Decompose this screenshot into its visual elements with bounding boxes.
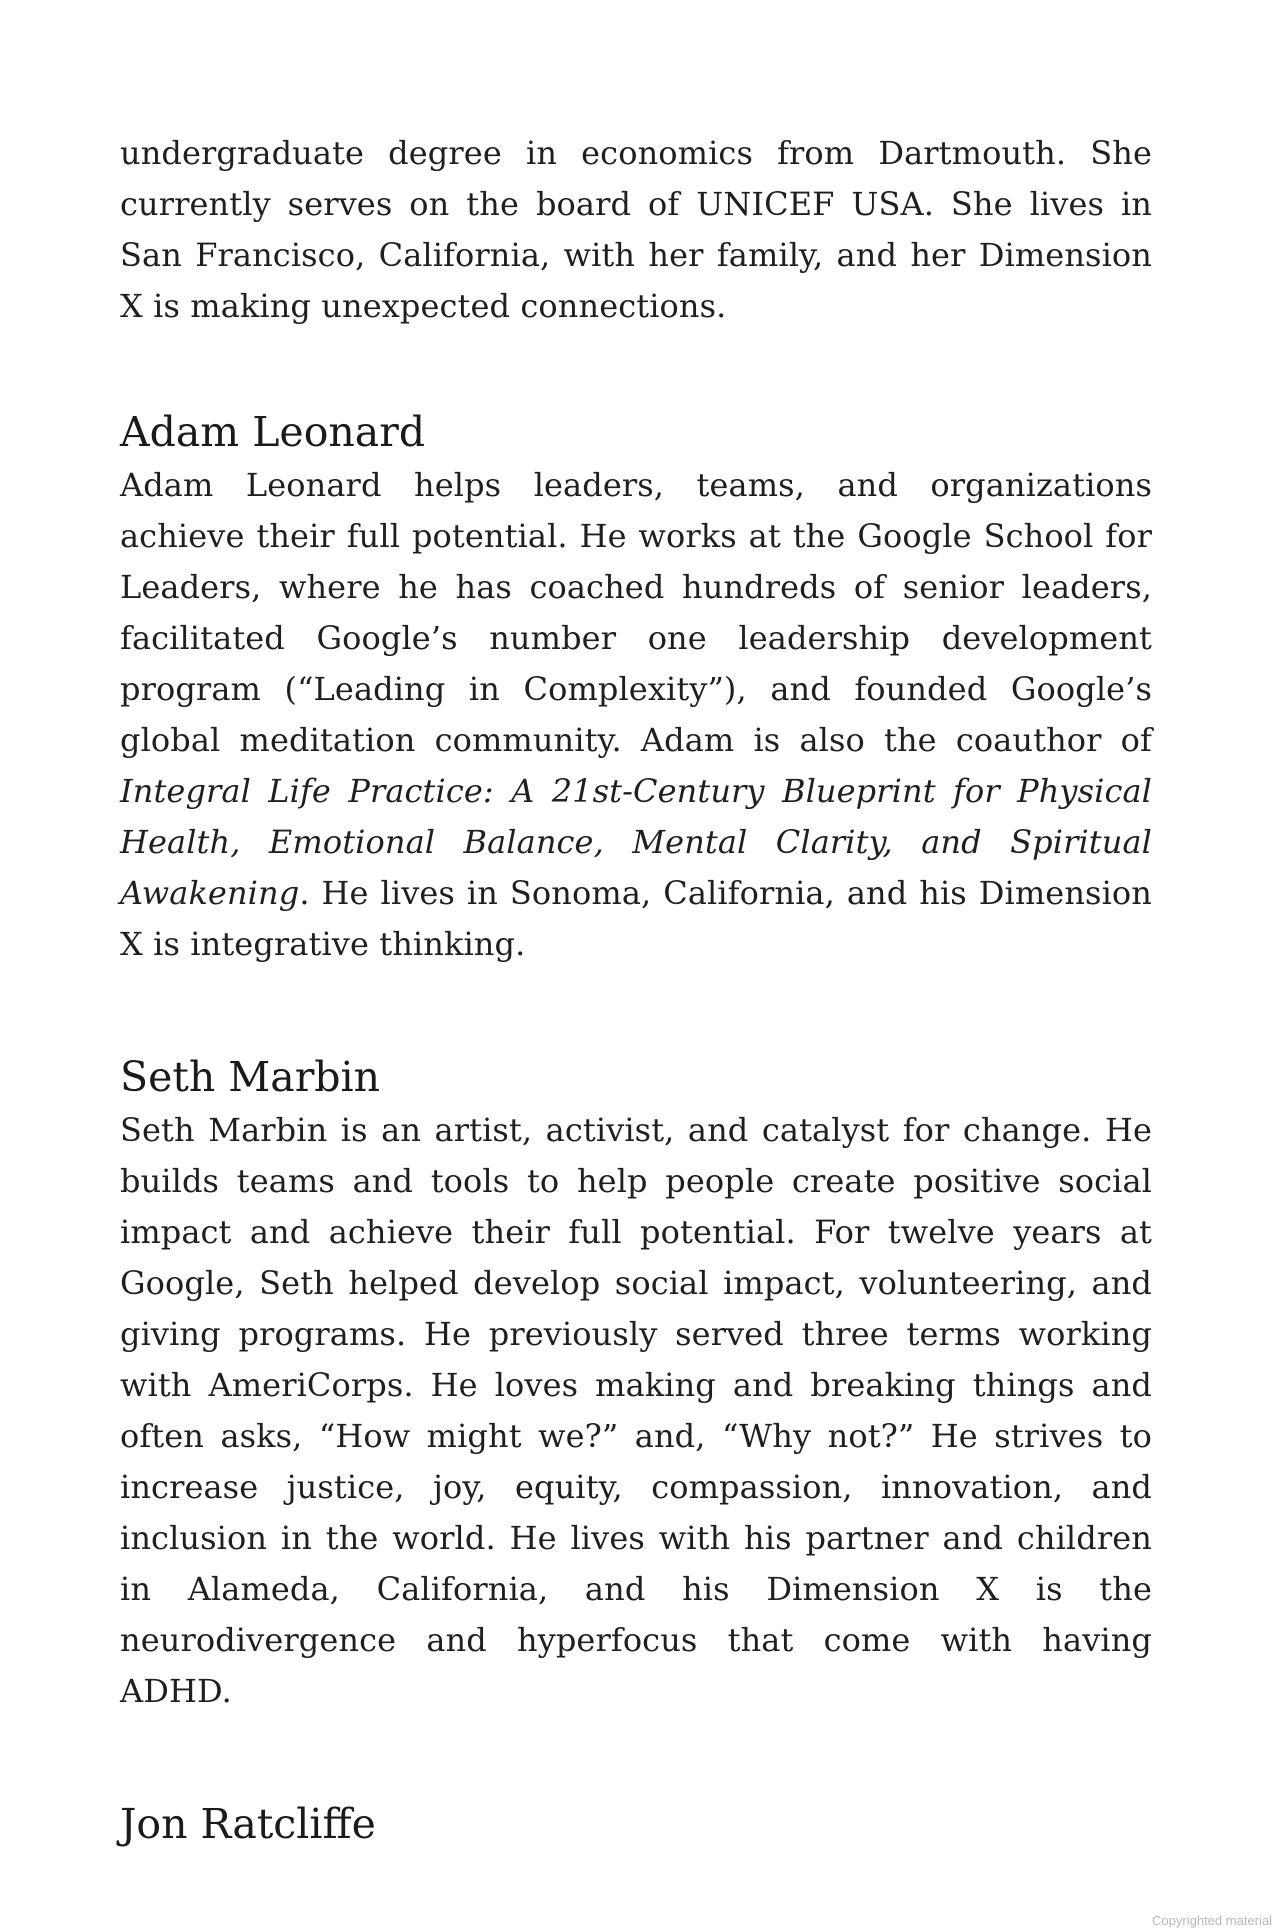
book-title: Integral Life Practice: A 21st-Century Blueprint for Physical Health, Emotional Balance, Mental Clarity, and Spiritual Awakening: [120, 772, 1152, 912]
bio-adam-leonard: [120, 404, 1152, 970]
bio-name: Jon Ratcliffe: [120, 1800, 376, 1848]
bio-jon-ratcliffe: [120, 1796, 1152, 1852]
bio-text: [120, 460, 1152, 970]
intro-paragraph: undergraduate degree in economics from Dartmouth. She currently serves on the board of UNICEF USA. She lives in San Francisco, California, with her family, and her Dimension X is making unexpected connections.: [120, 134, 1152, 325]
bio-seth-marbin: [120, 1049, 1152, 1717]
bio-text: Seth Marbin is an artist, activist, and catalyst for change. He builds teams and tools to help people create positive social impact and achieve their full potential. For twelve years at Google, Seth helped develop social impact, volunteering, and giving programs. He previously served three terms working with AmeriCorps. He loves making and breaking things and often asks, “How might we?” and, “Why not?” He strives to increase justice, joy, equity, compassion, innovation, and inclusion in the world. He lives with his partner and children in Alameda, California, and his Dimension X is the neurodivergence and hyperfocus that come with having ADHD.: [120, 1111, 1152, 1710]
copyright-watermark: Copyrighted material: [1152, 1913, 1272, 1928]
bio-name: Adam Leonard: [120, 408, 426, 456]
bio-text-part: . He lives in Sonoma, California, and his Dimension X is integrative thinking.: [120, 874, 1152, 963]
bio-name: Seth Marbin: [120, 1053, 381, 1101]
bio-text-part: Adam Leonard helps leaders, teams, and organizations achieve their full potential. He works at the Google School for Leaders, where he has coached hundreds of senior leaders, facilitated Google’s number one leadership development program (“Leading in Complexity”), and founded Google’s global meditation community. Adam is also the coauthor of: [120, 466, 1152, 759]
page-content: [120, 128, 1152, 1852]
